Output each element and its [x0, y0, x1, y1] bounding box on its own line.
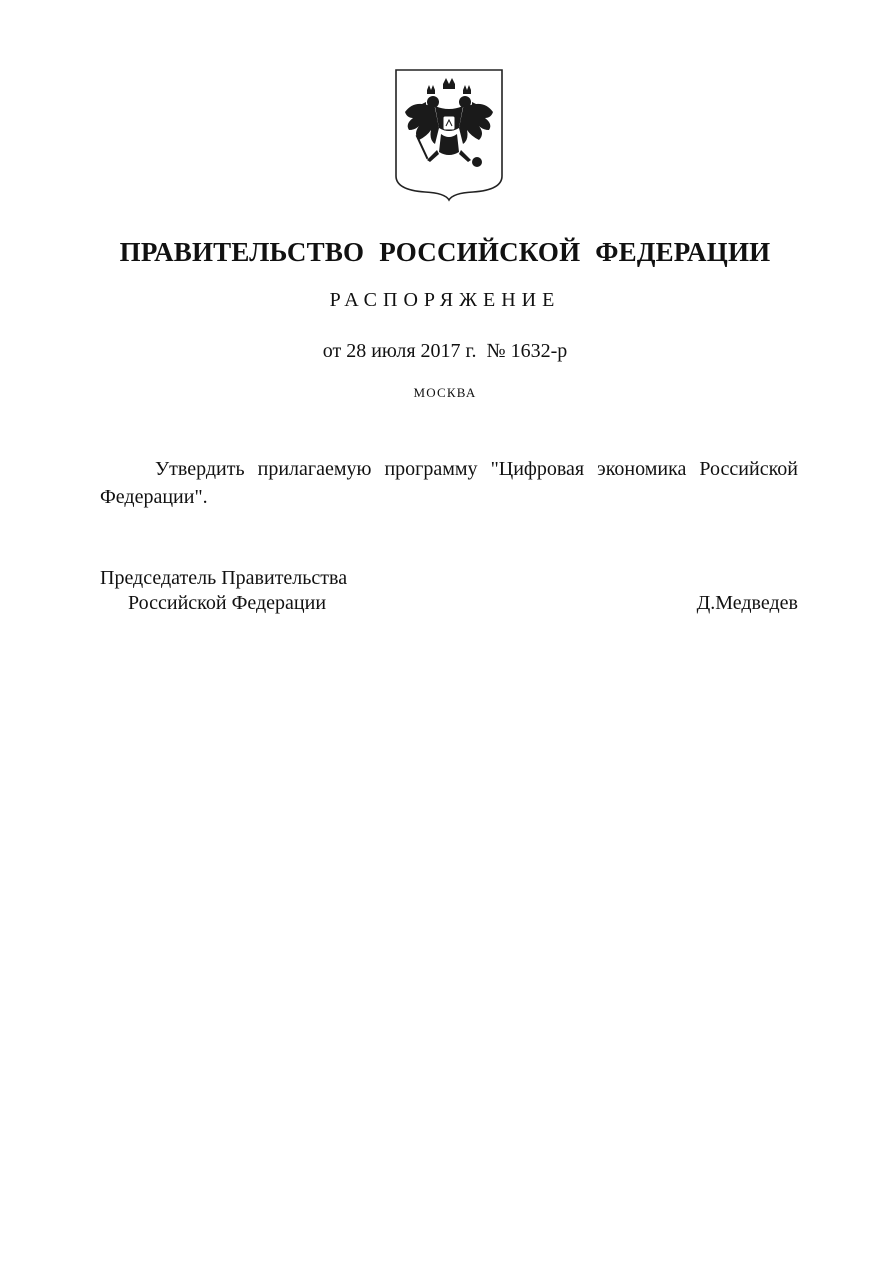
document-type: РАСПОРЯЖЕНИЕ	[329, 289, 561, 311]
signature-name: Д.Медведев	[696, 592, 798, 614]
russian-coat-of-arms-icon	[393, 68, 505, 202]
signer-title	[100, 566, 347, 616]
document-body: Утвердить прилагаемую программу "Цифровая экономика Российской Федерации".	[100, 458, 798, 508]
document-date-number: от 28 июля 2017 г. № 1632-р	[322, 340, 568, 362]
signer-title-line1: Председатель Правительства	[100, 567, 348, 589]
document-city: МОСКВА	[413, 385, 477, 400]
document-title: ПРАВИТЕЛЬСТВО РОССИЙСКОЙ ФЕДЕРАЦИИ	[119, 237, 771, 267]
signer-title-line2: Российской Федерации	[128, 592, 327, 614]
